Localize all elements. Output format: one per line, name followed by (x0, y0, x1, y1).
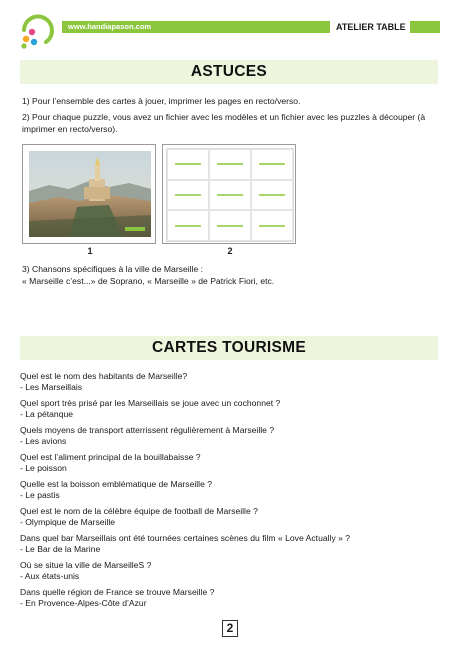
question: Quelle est la boisson emblématique de Marseille ? (20, 478, 213, 489)
puzzle-preview (162, 144, 296, 244)
header-title: ATELIER TABLE (336, 22, 406, 32)
qa-item (20, 479, 440, 502)
puzzle-piece (167, 210, 209, 241)
puzzle-piece (251, 180, 293, 211)
astuce-item-3-line-1: 3) Chansons spécifiques à la ville de Marseille : (22, 264, 204, 274)
answer: - Le Bar de la Marine (20, 544, 101, 555)
question: Quel est le nom de la célèbre équipe de football de Marseille ? (20, 505, 258, 516)
astuce-item-3 (22, 264, 432, 287)
puzzle-piece (209, 149, 251, 180)
puzzle-piece (251, 149, 293, 180)
header-url[interactable]: www.handiapason.com (68, 22, 152, 31)
question: Quel est le nom des habitants de Marseille? (20, 371, 188, 381)
answer: - En Provence-Alpes-Côte d’Azur (20, 598, 147, 609)
puzzle-grid (166, 148, 294, 242)
astuce-item-1: 1) Pour l’ensemble des cartes à jouer, imprimer les pages en recto/verso. (22, 96, 301, 106)
qa-item (20, 452, 440, 475)
answer: - Olympique de Marseille (20, 517, 116, 528)
answer: - Le poisson (20, 463, 67, 474)
qa-item (20, 587, 440, 610)
answer: - Les Marseillais (20, 382, 83, 393)
answer: - Les avions (20, 436, 67, 447)
answer: - La pétanque (20, 409, 74, 420)
puzzle-piece (209, 180, 251, 211)
marseille-card-preview (22, 144, 156, 244)
qa-item (20, 560, 440, 583)
page-number: 2 (222, 620, 238, 637)
qa-item (20, 398, 440, 421)
answer: - Aux états-unis (20, 571, 80, 582)
astuce-item-3-line-2: « Marseille c’est...» de Soprano, « Marseille » de Patrick Fiori, etc. (22, 275, 275, 286)
question: Quel sport très prisé par les Marseillais se joue avec un cochonnet ? (20, 397, 281, 408)
puzzle-piece (167, 149, 209, 180)
question-answer-list (20, 371, 440, 614)
answer: - Le pastis (20, 490, 60, 501)
astuce-item-2: 2) Pour chaque puzzle, vous avez un fichier avec les modèles et un fichier avec les puzzles à découper (à imprimer en recto/verso). (22, 112, 426, 134)
qa-item (20, 533, 440, 556)
puzzle-piece (167, 180, 209, 211)
header-accent-bar (410, 21, 440, 33)
puzzle-piece (209, 210, 251, 241)
image-caption-2: 2 (227, 246, 233, 256)
question: Quel est l’aliment principal de la bouillabaisse ? (20, 451, 201, 462)
question: Dans quel bar Marseillais ont été tournées certaines scènes du film « Love Actually » ? (20, 532, 351, 543)
image-caption-1: 1 (87, 246, 93, 256)
section-title-cartes-tourisme: CARTES TOURISME (20, 336, 438, 360)
question: Dans quelle région de France se trouve Marseille ? (20, 586, 215, 597)
qa-item (20, 425, 440, 448)
section-title-astuces: ASTUCES (20, 60, 438, 84)
qa-item (20, 506, 440, 529)
marseille-photo (29, 151, 151, 237)
question: Quels moyens de transport atterrissent régulièrement à Marseille ? (20, 424, 275, 435)
question: Où se situe la ville de MarseilleS ? (20, 559, 152, 570)
qa-item (20, 371, 440, 394)
handiapason-logo (16, 10, 56, 50)
puzzle-piece (251, 210, 293, 241)
